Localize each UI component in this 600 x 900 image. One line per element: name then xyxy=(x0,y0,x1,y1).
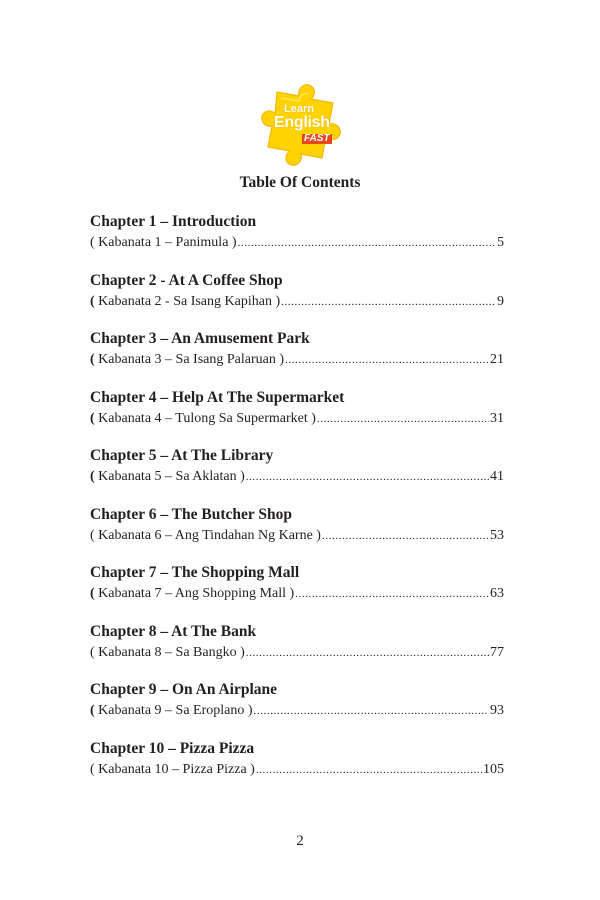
chapter-title: Chapter 7 – The Shopping Mall xyxy=(90,564,300,581)
open-paren: ( xyxy=(90,761,95,777)
page-title: Table Of Contents xyxy=(239,174,361,191)
subtitle-text xyxy=(90,292,280,312)
subtitle-label: Kabanata 3 – Sa Isang Palaruan ) xyxy=(94,352,284,367)
dot-leader xyxy=(254,701,489,721)
logo-word-learn: Learn xyxy=(284,103,314,115)
chapter-title: Chapter 2 - At A Coffee Shop xyxy=(90,271,283,289)
subtitle-line xyxy=(90,292,504,312)
page-number: 41 xyxy=(490,469,504,484)
dot-leader xyxy=(238,233,496,253)
toc-entry[interactable] xyxy=(90,680,504,739)
open-paren: ( xyxy=(90,469,95,484)
subtitle-text xyxy=(90,233,237,253)
subtitle-label: Kabanata 1 – Panimula ) xyxy=(94,235,237,250)
subtitle-line xyxy=(90,233,504,253)
chapter-title: Chapter 3 – An Amusement Park xyxy=(90,330,310,347)
subtitle-line xyxy=(90,584,504,604)
table-of-contents xyxy=(90,212,504,797)
subtitle-label: Kabanata 4 – Tulong Sa Supermarket ) xyxy=(94,410,316,426)
toc-entry[interactable] xyxy=(90,739,504,798)
page-number: 93 xyxy=(490,703,504,718)
subtitle-text xyxy=(90,350,284,370)
logo-word-english: English xyxy=(274,114,330,131)
subtitle-text xyxy=(90,409,316,429)
dot-leader xyxy=(246,643,489,663)
subtitle-line xyxy=(90,526,504,546)
toc-entry[interactable] xyxy=(90,271,504,330)
logo-word-fast: FAST xyxy=(304,133,330,144)
subtitle-line xyxy=(90,760,504,780)
subtitle-label: Kabanata 9 – Sa Eroplano ) xyxy=(94,703,253,718)
toc-entry[interactable] xyxy=(90,446,504,505)
dot-leader xyxy=(285,350,489,370)
chapter-title: Chapter 9 – On An Airplane xyxy=(90,681,278,698)
page-number-footer: 2 xyxy=(296,833,304,849)
logo-registered-mark: ® xyxy=(333,108,338,114)
subtitle-label: Kabanata 2 - Sa Isang Kapihan ) xyxy=(94,293,281,309)
page-number: 9 xyxy=(497,293,504,309)
subtitle-label: Kabanata 7 – Ang Shopping Mall ) xyxy=(94,586,295,601)
chapter-title: Chapter 6 – The Butcher Shop xyxy=(90,505,292,523)
subtitle-text xyxy=(90,701,253,721)
open-paren: ( xyxy=(90,293,95,309)
subtitle-text xyxy=(90,760,255,780)
subtitle-label: Kabanata 8 – Sa Bangko ) xyxy=(94,644,245,660)
open-paren: ( xyxy=(90,352,95,367)
subtitle-label: Kabanata 5 – Sa Aklatan ) xyxy=(94,469,245,484)
subtitle-line xyxy=(90,701,504,721)
chapter-title: Chapter 10 – Pizza Pizza xyxy=(90,739,255,757)
chapter-title: Chapter 8 – At The Bank xyxy=(90,622,257,640)
dot-leader xyxy=(246,467,489,487)
learn-english-fast-logo xyxy=(259,78,349,168)
page-number: 53 xyxy=(490,527,504,543)
dot-leader xyxy=(295,584,489,604)
open-paren: ( xyxy=(90,410,95,426)
open-paren: ( xyxy=(90,703,95,718)
subtitle-text xyxy=(90,467,245,487)
subtitle-text xyxy=(90,526,321,546)
subtitle-line xyxy=(90,409,504,429)
toc-entry[interactable] xyxy=(90,329,504,388)
subtitle-label: Kabanata 10 – Pizza Pizza ) xyxy=(94,761,255,777)
chapter-title: Chapter 1 – Introduction xyxy=(90,213,257,230)
chapter-title: Chapter 5 – At The Library xyxy=(90,447,274,464)
chapter-title: Chapter 4 – Help At The Supermarket xyxy=(90,388,345,406)
page-number: 105 xyxy=(483,761,504,777)
page-number: 5 xyxy=(497,235,504,250)
dot-leader xyxy=(317,409,489,429)
dot-leader xyxy=(281,292,496,312)
subtitle-text xyxy=(90,643,245,663)
open-paren: ( xyxy=(90,644,95,660)
toc-entry[interactable] xyxy=(90,622,504,681)
subtitle-text xyxy=(90,584,294,604)
open-paren: ( xyxy=(90,586,95,601)
toc-entry[interactable] xyxy=(90,563,504,622)
page-number: 21 xyxy=(490,352,504,367)
toc-entry[interactable] xyxy=(90,388,504,447)
dot-leader xyxy=(256,760,482,780)
toc-entry[interactable] xyxy=(90,212,504,271)
page-number: 77 xyxy=(490,644,504,660)
page-number: 63 xyxy=(490,586,504,601)
subtitle-line xyxy=(90,643,504,663)
open-paren: ( xyxy=(90,527,95,543)
subtitle-line xyxy=(90,350,504,370)
subtitle-label: Kabanata 6 – Ang Tindahan Ng Karne ) xyxy=(94,527,321,543)
toc-entry[interactable] xyxy=(90,505,504,564)
open-paren: ( xyxy=(90,235,95,250)
subtitle-line xyxy=(90,467,504,487)
page-number: 31 xyxy=(490,410,504,426)
dot-leader xyxy=(322,526,489,546)
